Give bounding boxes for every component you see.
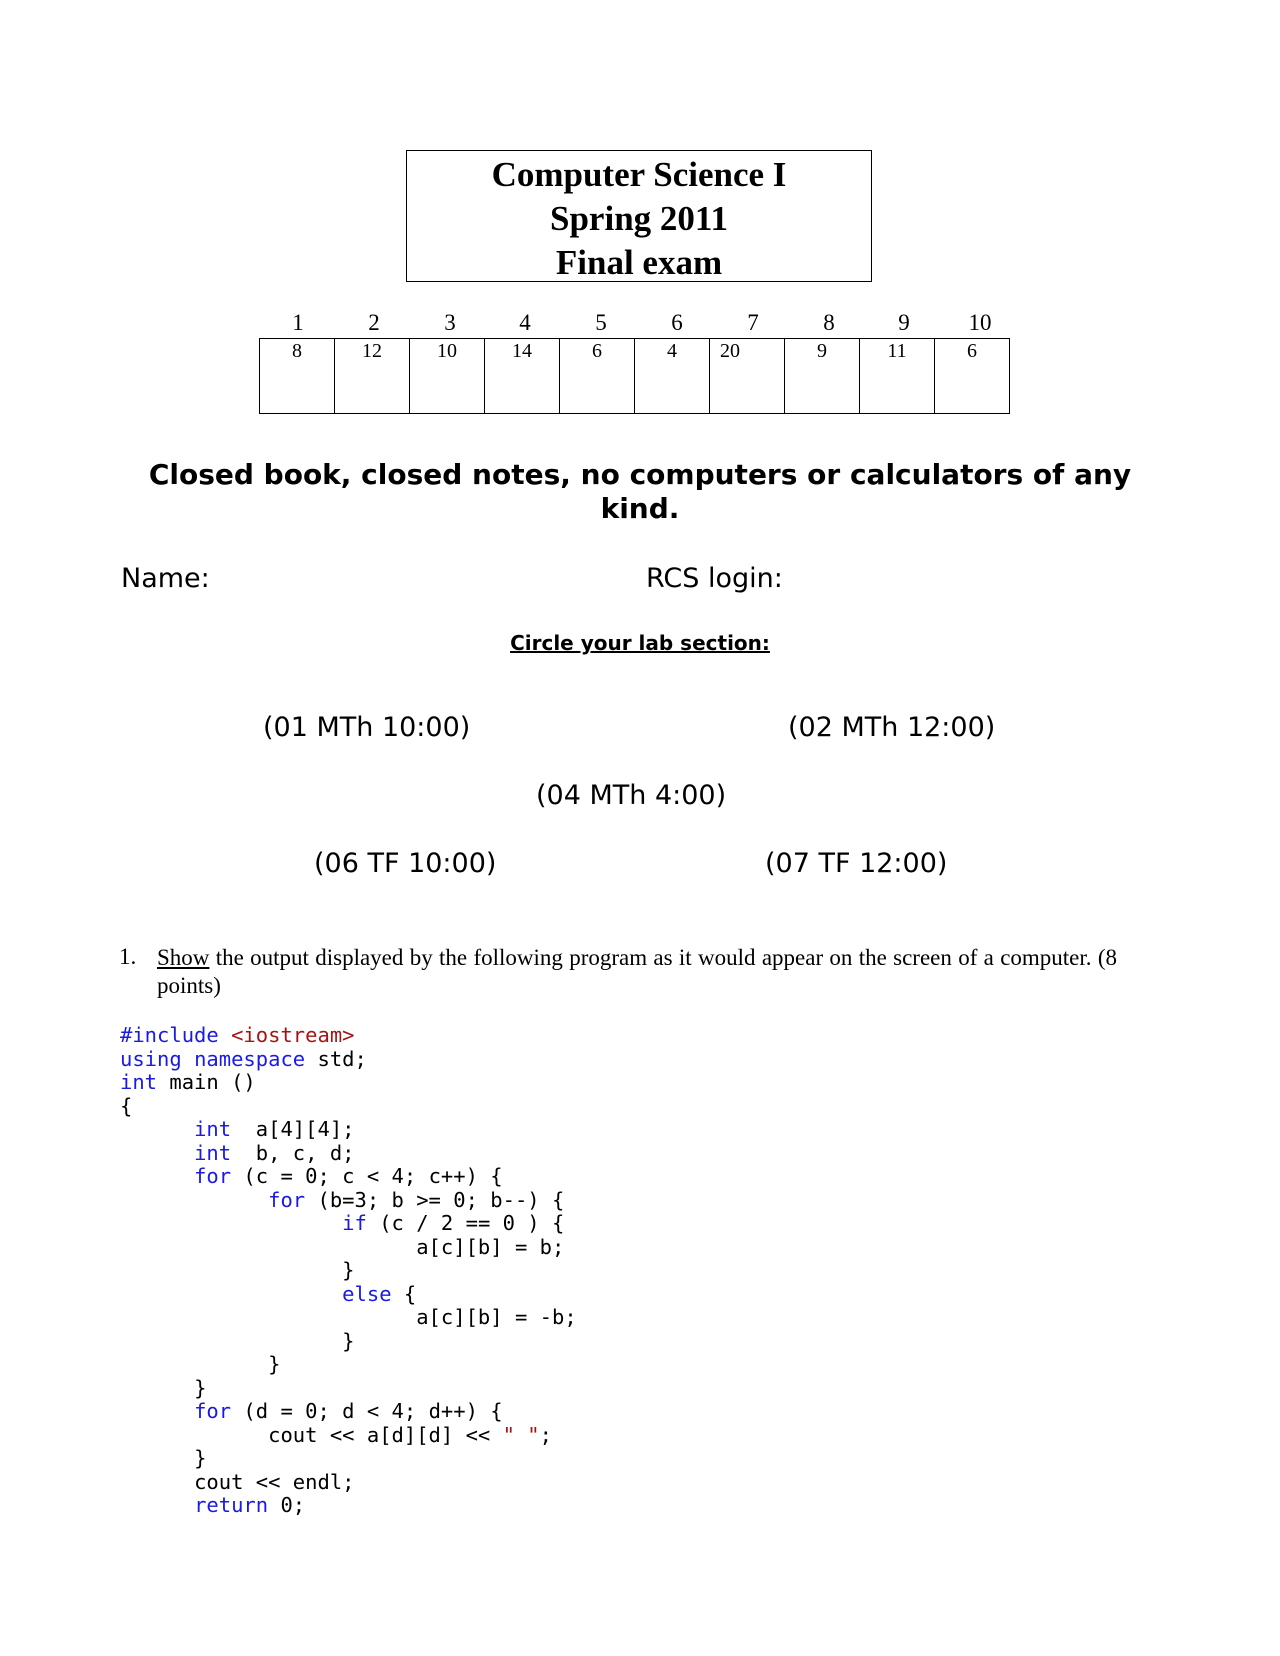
code-token: } [342, 1258, 355, 1282]
code-token: b, c, d; [231, 1140, 355, 1165]
code-token: int [194, 1140, 232, 1165]
question-number: 10 [968, 310, 992, 335]
score-cell: 9 [785, 339, 860, 414]
lab-section-option: (01 MTh 10:00) [263, 712, 471, 743]
term-title: Spring 2011 [550, 199, 728, 238]
code-listing [120, 1024, 577, 1518]
code-token: } [342, 1328, 355, 1353]
code-token: } [194, 1375, 207, 1400]
score-cell: 4 [635, 339, 710, 414]
lab-section-heading: Circle your lab section: [510, 631, 770, 655]
name-field-label: Name: [121, 563, 210, 594]
code-token: ; [539, 1422, 552, 1447]
code-token: int [120, 1070, 158, 1094]
question-1-text: the output displayed by the following program as it would appear on the screen of a computer. (8 points) [157, 945, 1118, 998]
question-number: 2 [368, 310, 380, 335]
question-number: 1 [292, 310, 304, 335]
code-token: #include [120, 1023, 219, 1047]
code-token: cout << endl; [194, 1469, 355, 1494]
question-1-verb: Show [157, 945, 210, 970]
question-number: 8 [823, 310, 835, 335]
rcs-login-label: RCS login: [646, 563, 783, 594]
code-token: int [194, 1117, 232, 1141]
score-table [259, 338, 1010, 414]
code-token: 0; [268, 1493, 306, 1517]
code-token: (b=3; b >= 0; b--) { [305, 1187, 565, 1212]
code-token: main () [157, 1070, 256, 1094]
question-number-row [260, 310, 1018, 338]
code-token: for [194, 1164, 232, 1188]
code-token: for [268, 1187, 306, 1212]
code-token: " " [502, 1422, 540, 1447]
code-token: if [342, 1211, 367, 1235]
code-token: a[4][4]; [231, 1117, 355, 1141]
score-row [260, 339, 1010, 414]
exam-title-box [406, 150, 872, 282]
score-cell: 8 [260, 339, 335, 414]
code-token: { [120, 1093, 133, 1118]
lab-section-option: (06 TF 10:00) [314, 848, 497, 879]
score-cell: 20 [710, 339, 785, 414]
code-token: { [391, 1281, 417, 1306]
code-token: (c = 0; c < 4; c++) { [231, 1164, 503, 1188]
score-cell: 6 [935, 339, 1010, 414]
course-title: Computer Science I [491, 155, 787, 194]
question-number: 4 [519, 310, 531, 335]
code-token: } [194, 1446, 207, 1470]
question-1-prompt [157, 944, 1117, 1000]
code-token: std; [305, 1046, 367, 1071]
score-cell: 6 [560, 339, 635, 414]
lab-section-option: (04 MTh 4:00) [536, 780, 727, 811]
question-number: 3 [444, 310, 456, 335]
code-token: else [342, 1281, 392, 1306]
score-cell: 12 [335, 339, 410, 414]
code-token: namespace [194, 1046, 306, 1071]
question-number: 7 [747, 310, 759, 335]
code-token: a[c][b] = b; [416, 1234, 565, 1259]
question-number: 9 [898, 310, 910, 335]
question-number: 5 [595, 310, 607, 335]
question-1-number: 1. [119, 944, 137, 969]
score-cell: 14 [485, 339, 560, 414]
code-token: using [120, 1046, 182, 1071]
lab-section-option: (02 MTh 12:00) [788, 712, 996, 743]
exam-rules: Closed book, closed notes, no computers or calculators of any kind. [148, 458, 1132, 525]
lab-section-option: (07 TF 12:00) [765, 848, 948, 879]
exam-name: Final exam [555, 243, 723, 282]
question-number: 6 [671, 310, 683, 335]
score-cell: 11 [860, 339, 935, 414]
code-token: for [194, 1399, 232, 1423]
code-token: return [194, 1493, 269, 1517]
code-token: (c / 2 == 0 ) { [366, 1211, 565, 1235]
code-token: (d = 0; d < 4; d++) { [231, 1399, 503, 1423]
score-cell: 10 [410, 339, 485, 414]
code-token: } [268, 1352, 281, 1376]
code-token: <iostream> [231, 1023, 355, 1047]
code-token: a[c][b] = -b; [416, 1305, 577, 1329]
code-token: cout << a[d][d] << [268, 1422, 503, 1447]
